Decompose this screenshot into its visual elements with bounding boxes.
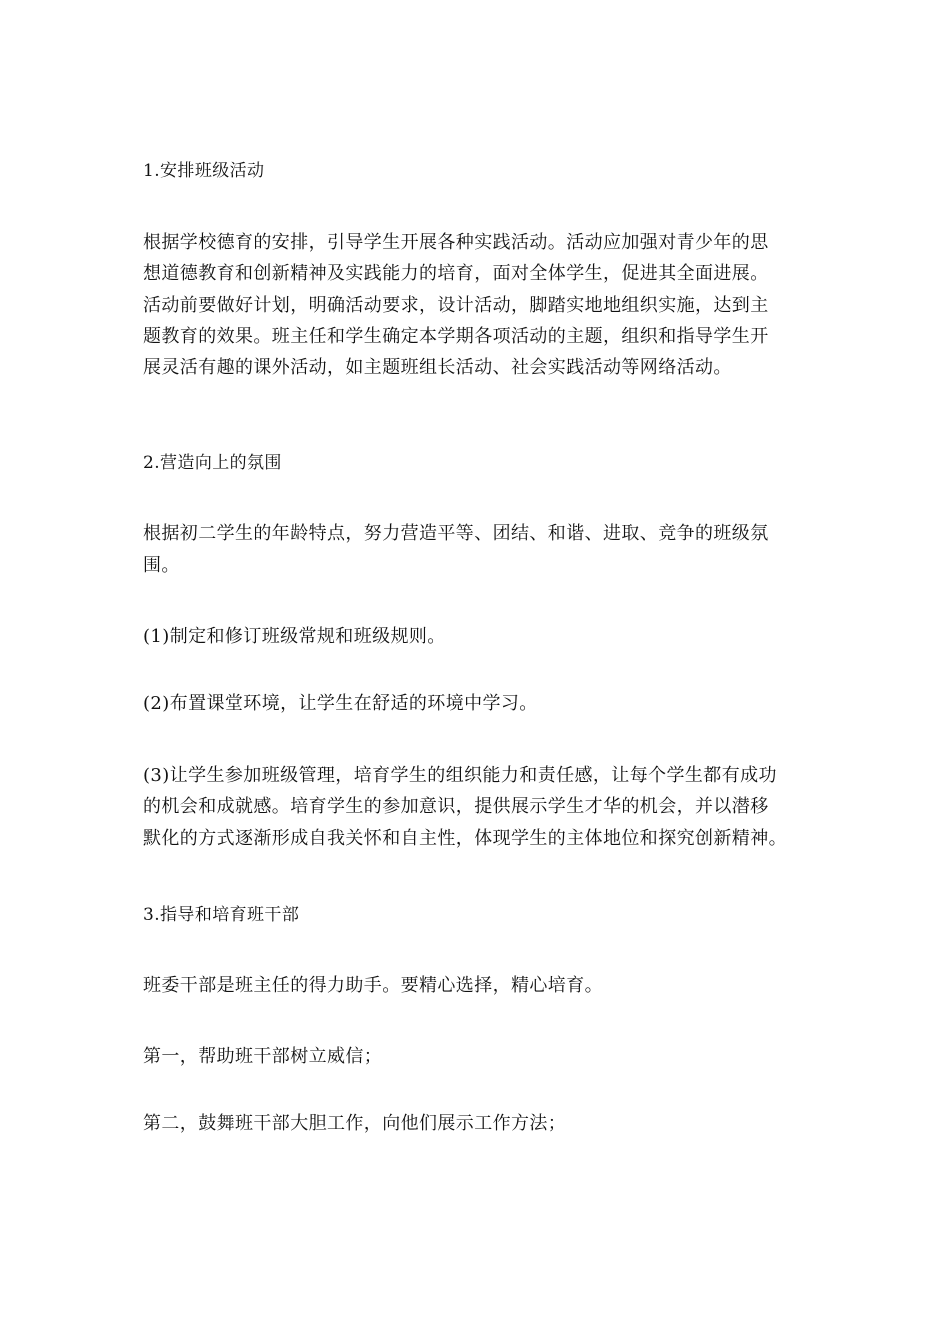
section-2-heading: 2.营造向上的氛围 xyxy=(143,453,282,473)
section-1-paragraph-line-4: 题教育的效果。班主任和学生确定本学期各项活动的主题，组织和指导学生开 xyxy=(143,326,769,347)
section-2-item-3-line-2: 的机会和成就感。培育学生的参加意识，提供展示学生才华的机会，并以潜移 xyxy=(143,796,769,817)
section-2-intro-line-2: 围。 xyxy=(143,555,180,576)
section-3-heading: 3.指导和培育班干部 xyxy=(143,905,300,925)
section-1-heading: 1.安排班级活动 xyxy=(143,161,265,181)
section-3-point-2: 第二，鼓舞班干部大胆工作，向他们展示工作方法； xyxy=(143,1113,567,1134)
section-2-item-1: (1)制定和修订班级常规和班级规则。 xyxy=(143,626,446,647)
section-1-paragraph-line-5: 展灵活有趣的课外活动，如主题班组长活动、社会实践活动等网络活动。 xyxy=(143,357,732,378)
section-2-item-3-line-3: 默化的方式逐渐形成自我关怀和自主性，体现学生的主体地位和探究创新精神。 xyxy=(143,828,787,849)
section-2-item-2: (2)布置课堂环境，让学生在舒适的环境中学习。 xyxy=(143,693,538,714)
section-3-point-1: 第一，帮助班干部树立威信； xyxy=(143,1046,383,1067)
section-2-intro-line-1: 根据初二学生的年龄特点，努力营造平等、团结、和谐、进取、竞争的班级氛 xyxy=(143,523,769,544)
section-1-paragraph-line-1: 根据学校德育的安排，引导学生开展各种实践活动。活动应加强对青少年的思 xyxy=(143,232,769,253)
section-1-paragraph-line-3: 活动前要做好计划，明确活动要求，设计活动，脚踏实地地组织实施，达到主 xyxy=(143,295,769,316)
section-1-paragraph-line-2: 想道德教育和创新精神及实践能力的培育，面对全体学生，促进其全面进展。 xyxy=(143,263,769,284)
section-3-intro: 班委干部是班主任的得力助手。要精心选择，精心培育。 xyxy=(143,975,603,996)
section-2-item-3-line-1: (3)让学生参加班级管理，培育学生的组织能力和责任感，让每个学生都有成功 xyxy=(143,765,777,786)
